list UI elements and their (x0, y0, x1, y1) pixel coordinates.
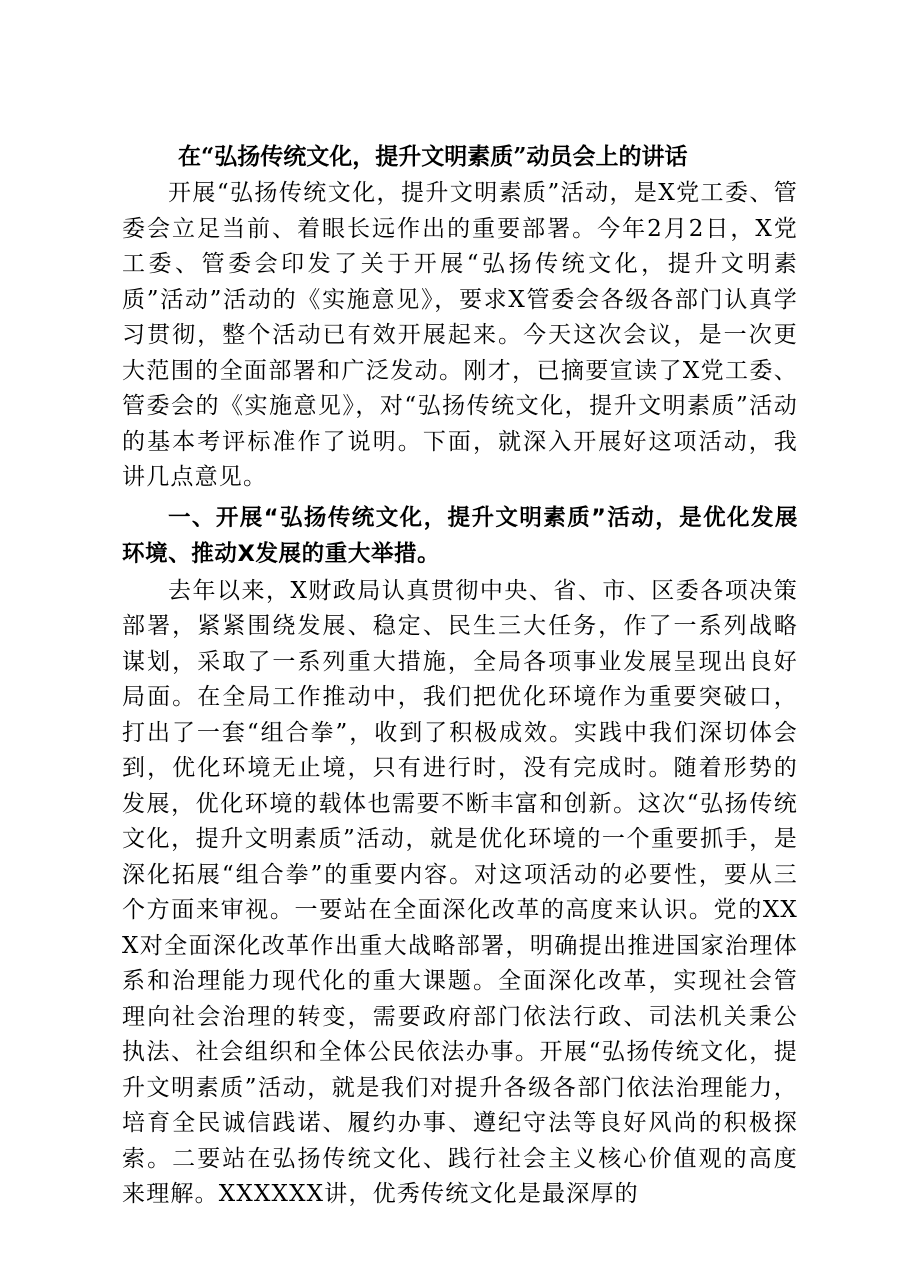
document-page (122, 138, 798, 1213)
section-heading-one: 一、开展“弘扬传统文化，提升文明素质”活动，是优化发展环境、推动X发展的重大举措。 (122, 504, 798, 567)
body-paragraph-section-one: 去年以来，X财政局认真贯彻中央、省、市、区委各项决策部署，紧紧围绕发展、稳定、民生三大任务，作了一系列战略谋划，采取了一系列重大措施，全局各项事业发展呈现出良好局面。在全局工作推动中，我们把优化环境作为重要突破口，打出了一套“组合拳”，收到了积极成效。实践中我们深切体会到，优化环境无止境，只有进行时，没有完成时。随着形势的发展，优化环境的载体也需要不断丰富和创新。这次“弘扬传统文化，提升文明素质”活动，就是优化环境的一个重要抓手，是深化拓展“组合拳”的重要内容。对这项活动的必要性，要从三个方面来审视。一要站在全面深化改革的高度来认识。党的XXX对全面深化改革作出重大战略部署，明确提出推进国家治理体系和治理能力现代化的重大课题。全面深化改革，实现社会管理向社会治理的转变，需要政府部门依法行政、司法机关秉公执法、社会组织和全体公民依法办事。开展“弘扬传统文化，提升文明素质”活动，就是我们对提升各级各部门依法治理能力，培育全民诚信践诺、履约办事、遵纪守法等良好风尚的积极探索。二要站在弘扬传统文化、践行社会主义核心价值观的高度来理解。XXXXXX讲，优秀传统文化是最深厚的 (122, 577, 798, 1207)
body-paragraph-intro: 开展“弘扬传统文化，提升文明素质”活动，是X党工委、管委会立足当前、着眼长远作出的重要部署。今年2月2日，X党工委、管委会印发了关于开展“弘扬传统文化，提升文明素质”活动”活动的《实施意见》，要求X管委会各级各部门认真学习贯彻，整个活动已有效开展起来。今天这次会议，是一次更大范围的全面部署和广泛发动。刚才，已摘要宣读了X党工委、管委会的《实施意见》，对“弘扬传统文化，提升文明素质”活动的基本考评标准作了说明。下面，就深入开展好这项活动，我讲几点意见。 (122, 180, 798, 490)
document-title: 在“弘扬传统文化，提升文明素质”动员会上的讲话 (178, 143, 688, 170)
